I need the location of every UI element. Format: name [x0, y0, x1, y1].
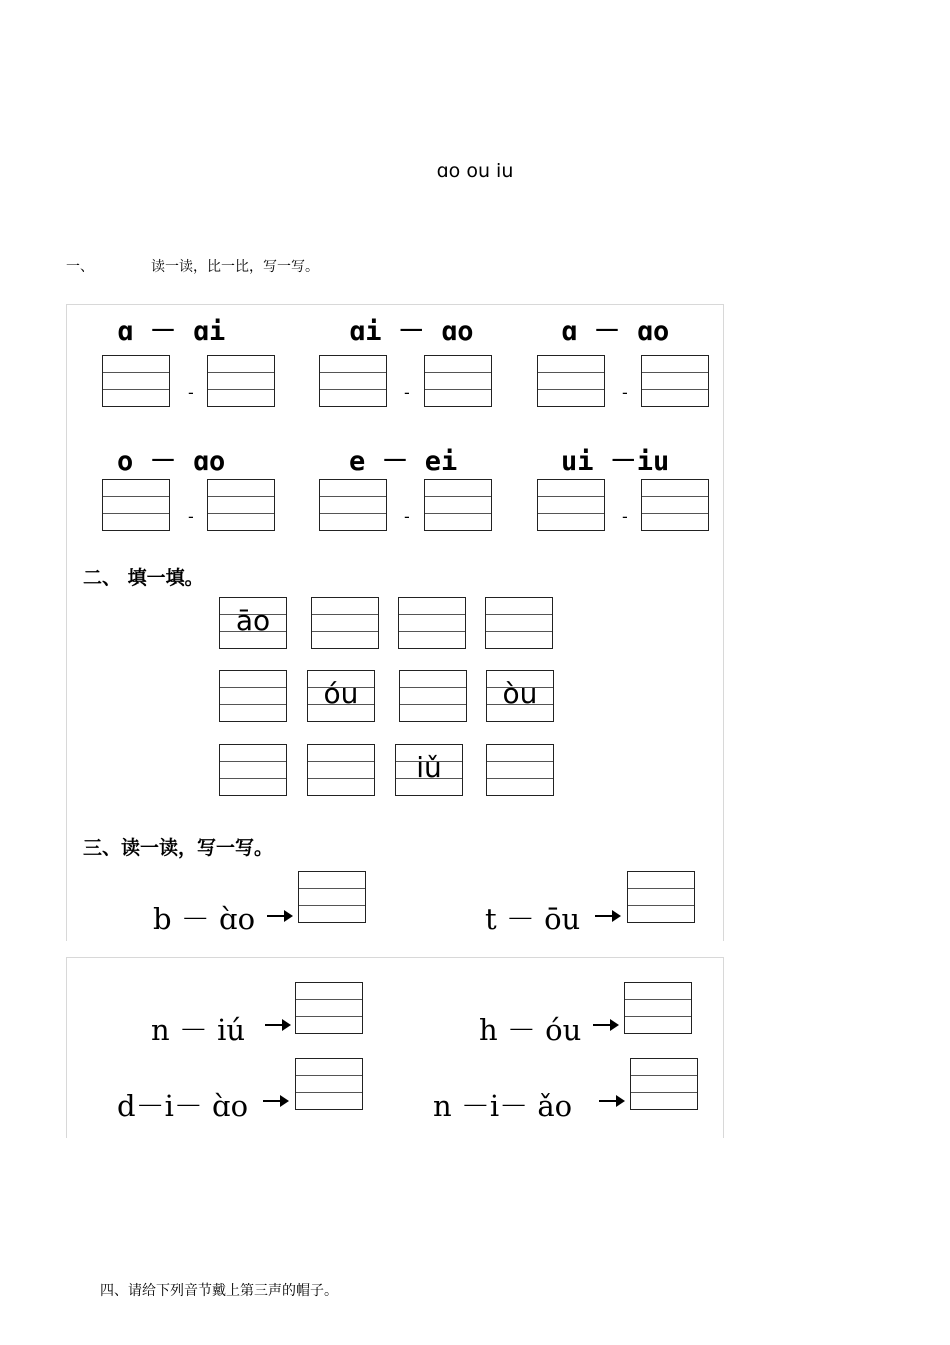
- spell-item-6: n －i－ ǎo: [433, 1089, 573, 1123]
- writing-grid[interactable]: [207, 479, 275, 531]
- writing-grid[interactable]: [641, 355, 709, 407]
- spell-item-2: t － ōu: [485, 902, 581, 936]
- fill-cell[interactable]: iǔ: [395, 744, 463, 796]
- pair-dash: -: [622, 507, 628, 526]
- arrow-icon: [265, 1024, 289, 1026]
- section3-heading: 三、读一读，写一写。: [83, 837, 274, 859]
- worksheet-title: ɑo ou iu: [436, 160, 514, 182]
- writing-grid[interactable]: [424, 355, 492, 407]
- answer-grid[interactable]: [295, 982, 363, 1034]
- writing-grid[interactable]: [102, 479, 170, 531]
- section1-heading: [66, 256, 319, 276]
- fill-cell[interactable]: [485, 597, 553, 649]
- section1-instruction: 读一读，比一比，写一写。: [151, 259, 319, 275]
- section4-instruction: 四、请给下列音节戴上第三声的帽子。: [100, 1283, 338, 1299]
- arrow-icon: [263, 1100, 287, 1102]
- fill-cell[interactable]: āo: [219, 597, 287, 649]
- section1-number: 一、: [66, 259, 94, 275]
- fill-cell[interactable]: [311, 597, 379, 649]
- writing-grid[interactable]: [424, 479, 492, 531]
- fill-cell[interactable]: [398, 597, 466, 649]
- fill-cell[interactable]: [219, 670, 287, 722]
- writing-grid[interactable]: [537, 355, 605, 407]
- arrow-icon: [599, 1100, 623, 1102]
- fill-cell[interactable]: [219, 744, 287, 796]
- arrow-icon: [267, 915, 291, 917]
- pair-1: ɑ － ɑi: [117, 316, 226, 347]
- pair-dash: -: [188, 383, 194, 402]
- writing-grid[interactable]: [319, 479, 387, 531]
- answer-grid[interactable]: [630, 1058, 698, 1110]
- section2-heading: 二、 填一填。: [83, 567, 204, 589]
- spell-item-1: b － ɑ̀o: [153, 902, 256, 936]
- writing-grid[interactable]: [537, 479, 605, 531]
- fill-cell[interactable]: óu: [307, 670, 375, 722]
- spell-item-3: n － iú: [151, 1013, 246, 1047]
- answer-grid[interactable]: [295, 1058, 363, 1110]
- writing-grid[interactable]: [641, 479, 709, 531]
- writing-grid[interactable]: [207, 355, 275, 407]
- pair-2: ɑi － ɑo: [349, 316, 474, 347]
- answer-grid[interactable]: [624, 982, 692, 1034]
- pair-5: e － ei: [349, 446, 458, 477]
- arrow-icon: [593, 1024, 617, 1026]
- answer-grid[interactable]: [298, 871, 366, 923]
- answer-grid[interactable]: [627, 871, 695, 923]
- arrow-icon: [595, 915, 619, 917]
- exercise-panel-bottom: [66, 957, 724, 1138]
- writing-grid[interactable]: [319, 355, 387, 407]
- fill-cell[interactable]: [307, 744, 375, 796]
- pair-dash: -: [188, 507, 194, 526]
- spell-item-5: d－i－ ɑ̀o: [117, 1089, 249, 1123]
- pair-dash: -: [404, 507, 410, 526]
- pair-3: ɑ － ɑo: [561, 316, 670, 347]
- spell-item-4: h － óu: [479, 1013, 582, 1047]
- fill-cell[interactable]: [399, 670, 467, 722]
- pair-dash: -: [404, 383, 410, 402]
- exercise-panel-top: [66, 304, 724, 941]
- fill-cell[interactable]: [486, 744, 554, 796]
- pair-dash: -: [622, 383, 628, 402]
- fill-cell[interactable]: òu: [486, 670, 554, 722]
- writing-grid[interactable]: [102, 355, 170, 407]
- pair-4: o － ɑo: [117, 446, 226, 477]
- pair-6: ui －iu: [561, 446, 670, 477]
